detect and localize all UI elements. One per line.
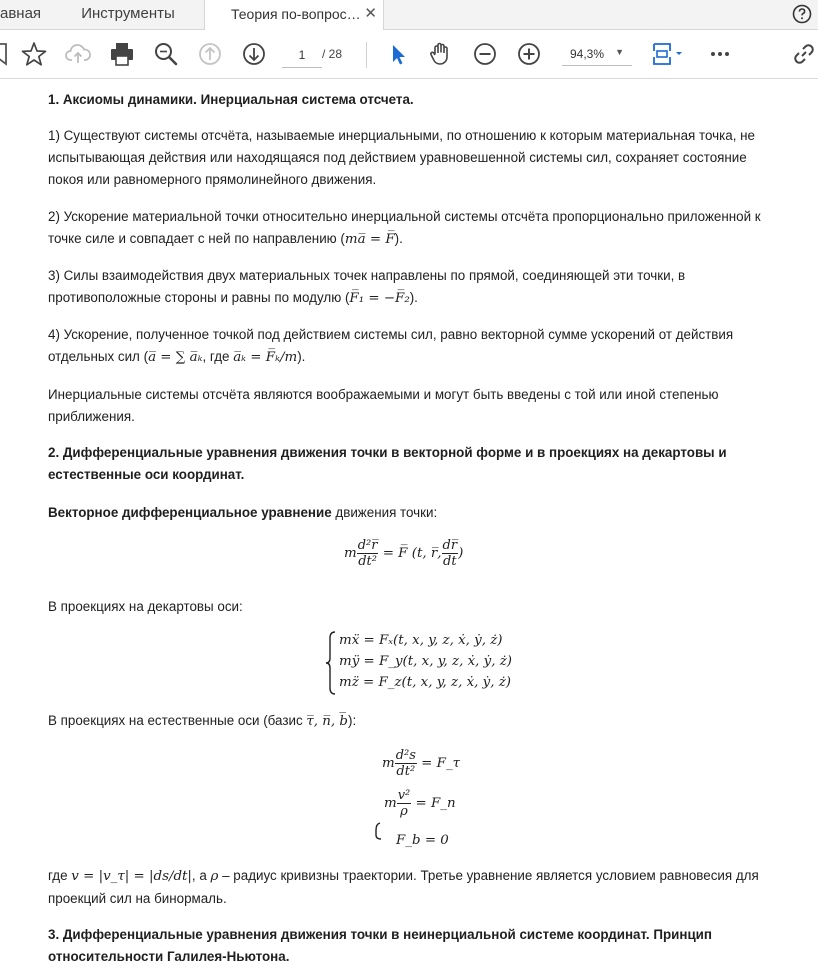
- vector-equation-bold: Векторное дифференциальное уравнение: [48, 505, 332, 520]
- help-icon[interactable]: [792, 4, 812, 24]
- axiom-4-paragraph: [48, 324, 778, 369]
- cartesian-eq-x: mẍ = Fₓ(t, x, y, z, ẋ, ẏ, ż): [339, 633, 503, 648]
- zoom-select[interactable]: [562, 43, 632, 66]
- axiom-3-paragraph: [48, 265, 778, 310]
- natural-eq-1-m: m: [382, 756, 395, 772]
- axiom-4-mid: , где: [202, 349, 234, 364]
- curvature-note-b: , а: [191, 868, 211, 883]
- vector-eq-den-2: dt: [443, 554, 457, 569]
- curvature-note-formula-1: v = |v_τ| = |ds/dt|: [71, 869, 192, 884]
- natural-axes-intro: [48, 710, 356, 733]
- natural-eq-2-den: ρ: [400, 804, 408, 819]
- vector-eq-m: m: [344, 546, 357, 562]
- natural-eq-2-frac: [397, 788, 412, 819]
- more-options-icon[interactable]: [706, 40, 734, 68]
- axiom-4-text: 4) Ускорение, полученное точкой под действием системы сил, равно векторной сумме ускорений от действия отдельных сил (: [48, 327, 734, 364]
- vector-equation-rest: движения точки:: [331, 505, 438, 520]
- cartesian-equations: [325, 630, 525, 696]
- search-zoom-icon[interactable]: [152, 40, 180, 68]
- natural-eq-1-num: d²s: [395, 748, 416, 763]
- natural-eq-1: [382, 748, 460, 779]
- tab-tools-label: Инструменты: [81, 5, 175, 22]
- cartesian-intro: В проекциях на декартовы оси:: [48, 599, 243, 614]
- print-icon[interactable]: [108, 40, 136, 68]
- axiom-3-text: 3) Силы взаимодействия двух материальных точек направлены по прямой, соединяющей эти точки, в противоположные стороны и равны по модулю (: [48, 268, 686, 305]
- brace-fragment-icon: [374, 822, 382, 840]
- axiom-2-text: 2) Ускорение материальной точки относительно инерциальной системы отсчёта пропорционально приложенной к точке силе и совпадает с ней по направлению (: [48, 209, 761, 246]
- vector-equation-intro: [48, 502, 437, 524]
- axiom-4-formula-2: a̅ₖ = F̅ₖ/m: [233, 350, 298, 365]
- vector-eq-mid: = F̅ (t, r̅,: [378, 546, 442, 562]
- page-total: / 28: [322, 47, 343, 61]
- tab-tools[interactable]: [58, 0, 198, 29]
- zoom-out-icon[interactable]: [471, 40, 499, 68]
- cloud-upload-icon[interactable]: [64, 40, 92, 68]
- bookmark-icon[interactable]: [0, 40, 14, 68]
- tab-home-label: авная: [0, 5, 42, 22]
- curvature-note-paragraph: [48, 865, 778, 910]
- axiom-2-paragraph: [48, 206, 778, 251]
- tab-document-label: Теория по-вопрос…: [231, 6, 361, 22]
- axiom-4-end: ).: [297, 349, 306, 364]
- natural-eq-2: [384, 788, 456, 819]
- natural-eq-1-rhs: = F_τ: [416, 756, 461, 772]
- tab-home[interactable]: [0, 0, 56, 29]
- toolbar-divider: [366, 42, 367, 68]
- axiom-4-formula-1: a̅ = ∑ a̅ₖ: [148, 350, 203, 365]
- natural-eq-1-frac: [395, 748, 417, 779]
- previous-page-icon[interactable]: [196, 40, 224, 68]
- natural-axes-basis: τ̅, n̅, b̅: [306, 714, 349, 729]
- curvature-note-a: где: [48, 868, 72, 883]
- natural-eq-2-num: v²: [397, 788, 411, 803]
- vector-eq-num-2: dr̅: [442, 538, 458, 553]
- toolbar: [0, 30, 818, 79]
- tab-document[interactable]: [204, 0, 384, 30]
- page-number-input[interactable]: [282, 43, 322, 68]
- zoom-value: 94,3%: [570, 47, 605, 61]
- chevron-down-icon: ▼: [615, 47, 624, 57]
- vector-eq-den-1: dt²: [358, 554, 377, 569]
- hand-tool-icon[interactable]: [427, 40, 455, 68]
- natural-eq-2-m: m: [384, 796, 397, 812]
- select-cursor-icon[interactable]: [384, 40, 412, 68]
- vector-eq-end: ): [458, 546, 464, 562]
- vector-eq-frac-2: [442, 538, 459, 569]
- brace-icon: [325, 630, 337, 696]
- page-layout-icon[interactable]: [650, 40, 688, 68]
- natural-axes-end: ):: [348, 713, 357, 728]
- axiom-2-end: ).: [394, 231, 403, 246]
- natural-eq-3: F_b = 0: [396, 833, 449, 848]
- tab-bar: [0, 0, 818, 30]
- section-1-title: 1. Аксиомы динамики. Инерциальная система отсчета.: [48, 92, 414, 107]
- vector-eq-frac-1: [357, 538, 379, 569]
- inertial-note-paragraph: Инерциальные системы отсчёта являются воображаемыми и могут быть введены с той или иной степенью приближения.: [48, 387, 719, 424]
- share-link-icon[interactable]: [790, 40, 818, 68]
- natural-eq-2-rhs: = F_n: [411, 796, 456, 812]
- close-tab-icon[interactable]: ✕: [364, 5, 377, 22]
- axiom-3-formula: F̅₁ = −F̅₂: [349, 291, 410, 306]
- star-icon[interactable]: [20, 40, 48, 68]
- zoom-in-icon[interactable]: [515, 40, 543, 68]
- curvature-note-c: – радиус кривизны траектории. Третье уравнение является условием равновесия для проекций сил на бинормаль.: [48, 868, 759, 906]
- natural-eq-1-den: dt²: [396, 764, 416, 779]
- axiom-1-paragraph: 1) Существуют системы отсчёта, называемые инерциальными, по отношению к которым материальная точка, не испытывающая действия или находящаяся под действием уравновешенной системы сил, сохраняет состояние покоя или равномерного прямолинейного движения.: [48, 128, 755, 187]
- next-page-icon[interactable]: [240, 40, 268, 68]
- cartesian-eq-z: mz̈ = F_z(t, x, y, z, ẋ, ẏ, ż): [339, 675, 511, 690]
- vector-equation: [344, 538, 463, 569]
- section-2-title: 2. Дифференциальные уравнения движения точки в векторной форме и в проекциях на декартовы и естественные оси координат.: [48, 445, 727, 482]
- axiom-3-end: ).: [409, 290, 418, 305]
- vector-eq-num-1: d²r̅: [357, 538, 378, 553]
- cartesian-eq-y: mÿ = F_y(t, x, y, z, ẋ, ẏ, ż): [339, 654, 513, 669]
- natural-axes-text: В проекциях на естественные оси (базис: [48, 713, 307, 728]
- curvature-note-formula-2: ρ: [210, 869, 219, 884]
- cartesian-eq-lines: [339, 630, 512, 693]
- natural-equations: [360, 748, 520, 858]
- section-3-title: 3. Дифференциальные уравнения движения точки в неинерциальной системе координат. Принцип относительности Галилея-Ньютона.: [48, 927, 712, 964]
- axiom-2-formula: ma̅ = F̅: [344, 232, 395, 247]
